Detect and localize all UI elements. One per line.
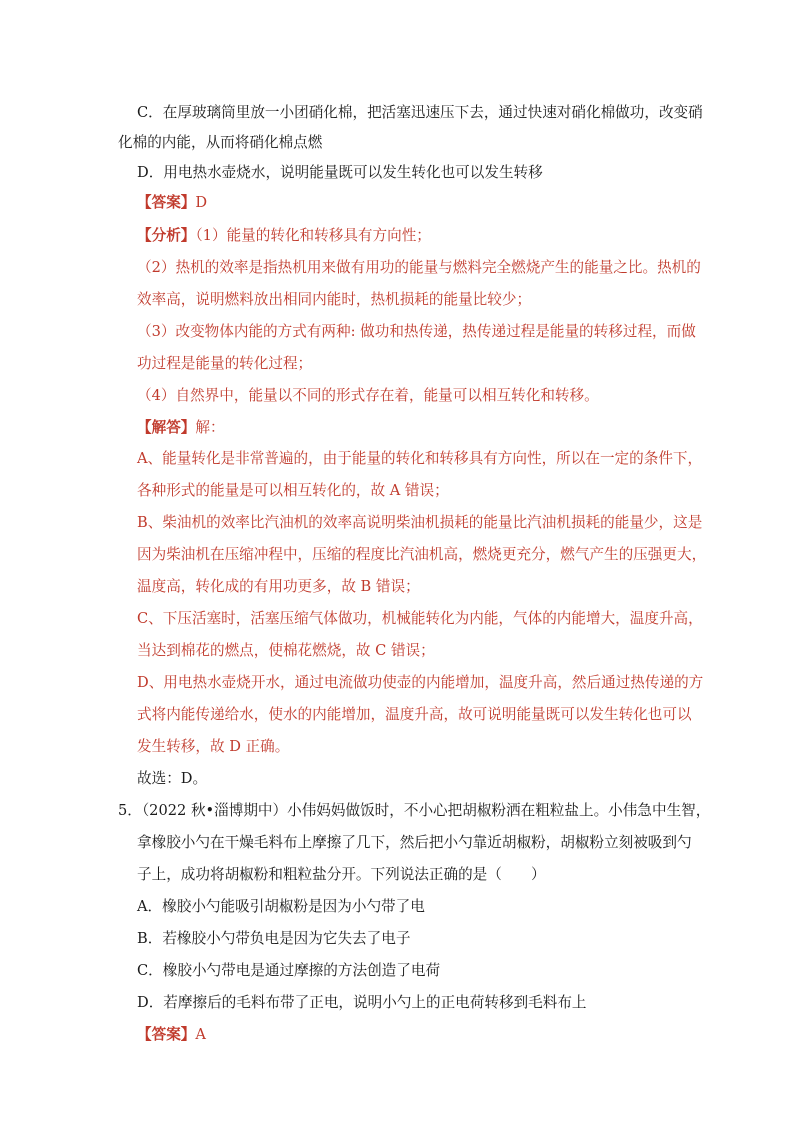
q5-option-a: A．橡胶小勺能吸引胡椒粉是因为小勺带了电: [137, 898, 425, 915]
q5-stem-line-2: 拿橡胶小勺在干燥毛料布上摩擦了几下，然后把小勺靠近胡椒粉，胡椒粉立刻被吸到勺: [137, 834, 692, 851]
q5-option-c: C．橡胶小勺带电是通过摩擦的方法创造了电荷: [137, 962, 441, 979]
analysis-line-2: （2）热机的效率是指热机用来做有用功的能量与燃料完全燃烧产生的能量之比。热机的: [137, 259, 701, 276]
q5-option-d: D．若摩擦后的毛料布带了正电，说明小勺上的正电荷转移到毛料布上: [137, 994, 587, 1011]
solution-heading: [137, 418, 225, 438]
q5-stem-line-1: 5．（2022 秋•淄博期中）小伟妈妈做饭时，不小心把胡椒粉洒在粗粒盐上。小伟急中生智，: [118, 802, 711, 819]
option-c-line-2: 化棉的内能，从而将硝化棉点燃: [118, 134, 323, 151]
analysis-tag: 【分析】: [137, 227, 196, 244]
analysis-line-4: （3）改变物体内能的方式有两种: 做功和热传递，热传递过程是能量的转移过程，而做: [137, 323, 696, 340]
solution-line-9: 式将内能传递给水，使水的内能增加，温度升高，故可说明能量既可以发生转化也可以: [137, 706, 692, 723]
answer-line: [137, 193, 207, 213]
analysis-line-5: 功过程是能量的转化过程；: [137, 355, 313, 372]
analysis-text: （1）能量的转化和转移具有方向性；: [195, 227, 431, 244]
solution-line-10: 发生转移，故 D 正确。: [137, 738, 290, 755]
answer-value: D: [195, 194, 208, 211]
solution-prefix: 解：: [195, 419, 225, 436]
solution-line-3: B、柴油机的效率比汽油机的效率高说明柴油机损耗的能量比汽油机损耗的能量少，这是: [137, 514, 703, 531]
choice-line: 故选：D。: [137, 770, 208, 787]
solution-line-1: A、能量转化是非常普遍的，由于能量的转化和转移具有方向性，所以在一定的条件下，: [137, 450, 703, 467]
answer-tag: 【答案】: [137, 194, 196, 211]
solution-line-4: 因为柴油机在压缩冲程中，压缩的程度比汽油机高，燃烧更充分，燃气产生的压强更大，: [137, 546, 707, 563]
solution-line-6: C、下压活塞时，活塞压缩气体做功，机械能转化为内能，气体的内能增大，温度升高，: [137, 610, 703, 627]
solution-line-7: 当达到棉花的燃点，使棉花燃烧，故 C 错误；: [137, 642, 435, 659]
solution-tag: 【解答】: [137, 419, 196, 436]
q5-option-b: B．若橡胶小勺带负电是因为它失去了电子: [137, 930, 411, 947]
option-d: D．用电热水壶烧水，说明能量既可以发生转化也可以发生转移: [137, 164, 543, 181]
q5-answer-tag: 【答案】: [137, 1026, 196, 1043]
solution-line-5: 温度高，转化成的有用功更多，故 B 错误；: [137, 578, 420, 595]
option-c-line-1: C．在厚玻璃筒里放一小团硝化棉，把活塞迅速压下去，通过快速对硝化棉做功，改变硝: [137, 104, 703, 121]
solution-line-2: 各种形式的能量是可以相互转化的，故 A 错误；: [137, 482, 449, 499]
q5-answer-value: A: [195, 1026, 206, 1043]
q5-answer-line: [137, 1025, 206, 1045]
q5-stem-line-3: 子上，成功将胡椒粉和粗粒盐分开。下列说法正确的是（ ）: [137, 866, 546, 883]
analysis-line-6: （4）自然界中，能量以不同的形式存在着，能量可以相互转化和转移。: [137, 387, 599, 404]
solution-line-8: D、用电热水壶烧开水，通过电流做功使壶的内能增加，温度升高，然后通过热传递的方: [137, 674, 704, 691]
analysis-line-1: [137, 226, 431, 246]
analysis-line-3: 效率高，说明燃料放出相同内能时，热机损耗的能量比较少；: [137, 291, 532, 308]
